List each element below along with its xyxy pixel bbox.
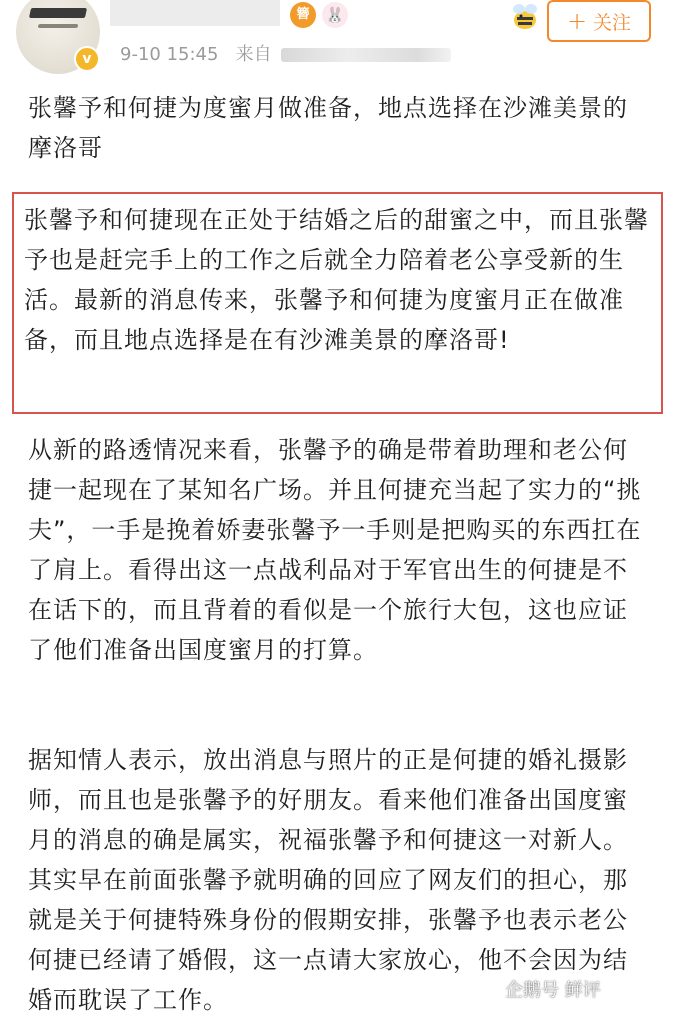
watermark: 企鹅号 鲜评 <box>505 980 601 1001</box>
username-blurred[interactable] <box>110 0 280 26</box>
highlighted-paragraph: 张馨予和何捷现在正处于结婚之后的甜蜜之中，而且张馨予也是赶完手上的工作之后就全力陪着老公享受新的生活。最新的消息传来，张馨予和何捷为度蜜月正在做准备，而且地点选择是在有沙滩美景的摩洛哥! <box>24 206 649 354</box>
source-blurred[interactable] <box>281 48 451 62</box>
bunny-badge-icon: 🐰 <box>322 2 348 28</box>
post-headline: 张馨予和何捷为度蜜月做准备，地点选择在沙滩美景的摩洛哥 <box>28 94 628 162</box>
body-paragraph-3: 据知情人表示，放出消息与照片的正是何捷的婚礼摄影师，而且也是张馨予的好朋友。看来他们准备出国度蜜月的消息的确是属实，祝福张馨予和何捷这一对新人。其实早在前面张馨予就明确的回应了网友们的担心，那就是关于何捷特殊身份的假期安排，张馨予也表示老公何捷已经请了婚假，这一点请大家放心，他不会因为结婚而耽误了工作。 <box>28 746 628 1014</box>
member-badge-icon: 簪 <box>290 2 316 28</box>
avatar-logo-submark <box>38 24 79 28</box>
body-paragraph-2: 从新的路透情况来看，张馨予的确是带着助理和老公何捷一起现在了某知名广场。并且何捷充当起了实力的“挑夫”，一手是挽着娇妻张馨予一手则是把购买的东西扛在了肩上。看得出这一点战利品对于军官出生的何捷是不在话下的，而且背着的看似是一个旅行大包，这也应证了他们准备出国度蜜月的打算。 <box>28 436 642 664</box>
plus-icon: + <box>566 7 588 35</box>
avatar-logo-mark <box>29 8 87 18</box>
post-header <box>0 0 673 80</box>
follow-label: 关注 <box>593 11 632 34</box>
post-timestamp: 9-10 15:45 <box>120 44 219 65</box>
verified-badge-icon: v <box>74 46 100 72</box>
post-meta <box>120 40 451 66</box>
bee-icon <box>508 0 542 34</box>
follow-button[interactable] <box>547 0 651 42</box>
source-prefix: 来自 <box>235 44 272 65</box>
